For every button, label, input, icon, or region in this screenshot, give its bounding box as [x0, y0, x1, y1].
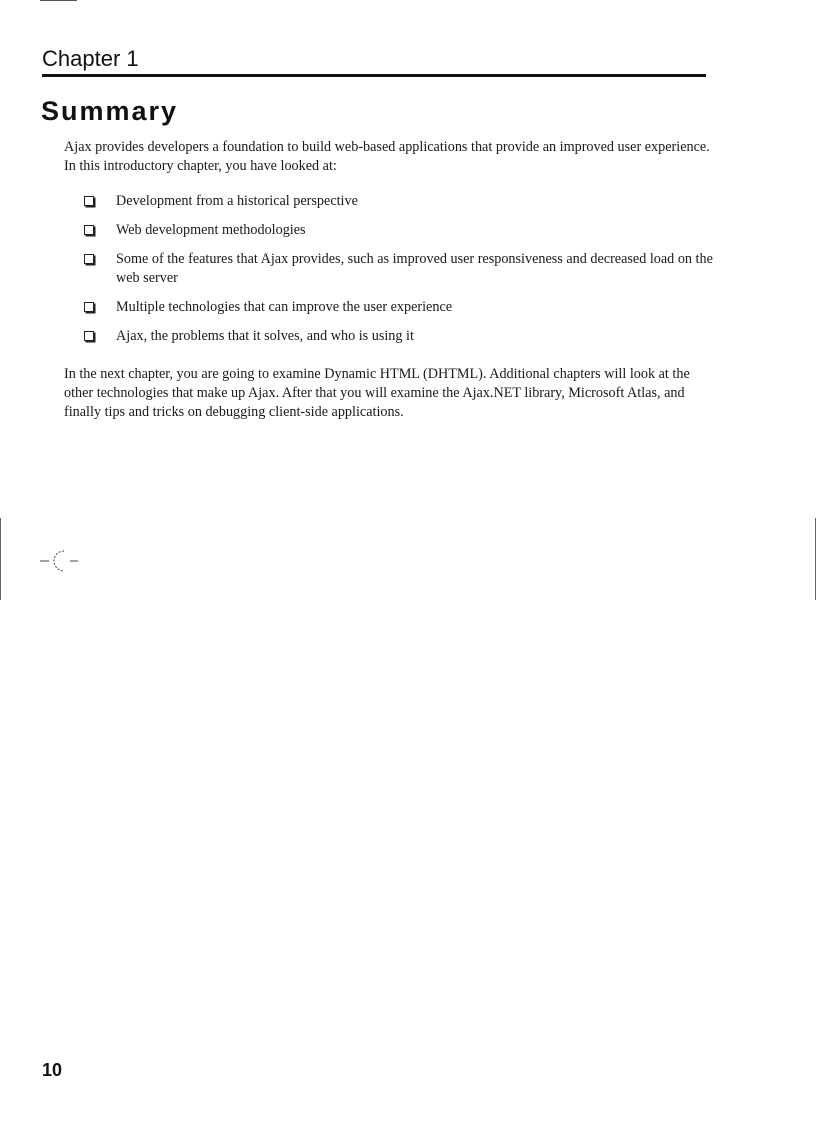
list-item: [64, 250, 714, 288]
list-item: [64, 192, 714, 211]
checkbox-bullet-icon: [84, 331, 94, 341]
checkbox-bullet-icon: [84, 225, 94, 235]
list-item-text: Some of the features that Ajax provides, such as improved user responsiveness and decreased load on the web server: [116, 251, 713, 286]
summary-list: [64, 192, 714, 356]
list-item: [64, 221, 714, 240]
list-item: [64, 298, 714, 317]
crop-mark-left: [0, 518, 1, 600]
closing-paragraph: In the next chapter, you are going to examine Dynamic HTML (DHTML). Additional chapters will look at the other technologies that make up Ajax. After that you will examine the Ajax.NET library, Microsoft Atlas, and finally tips and tricks on debugging client-side applications.: [64, 366, 690, 420]
list-item-text: Ajax, the problems that it solves, and who is using it: [116, 328, 414, 344]
page-number: 10: [42, 1060, 63, 1080]
section-title: Summary: [41, 96, 179, 126]
checkbox-bullet-icon: [84, 196, 94, 206]
list-item-text: Multiple technologies that can improve the user experience: [116, 299, 453, 315]
checkbox-bullet-icon: [84, 254, 94, 264]
running-head: Chapter 1: [42, 46, 706, 77]
registration-mark-icon: [40, 548, 80, 574]
intro-paragraph: Ajax provides developers a foundation to build web-based applications that provide an improved user experience. In this introductory chapter, you have looked at:: [64, 139, 710, 174]
checkbox-bullet-icon: [84, 302, 94, 312]
list-item-text: Web development methodologies: [116, 222, 306, 238]
list-item: [64, 327, 714, 346]
list-item-text: Development from a historical perspective: [116, 193, 358, 209]
crop-mark-top: [40, 0, 77, 1]
